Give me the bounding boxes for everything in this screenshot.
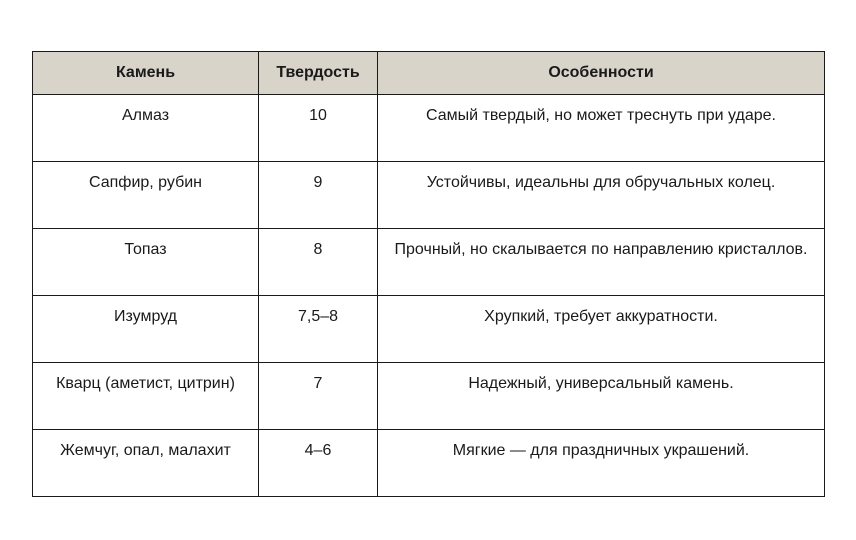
cell-hardness: 7,5–8 [259,296,378,363]
cell-hardness: 8 [259,229,378,296]
cell-features: Устойчивы, идеальны для обручальных колец. [378,162,825,229]
gemstone-hardness-table-container [32,51,824,497]
cell-stone: Алмаз [33,95,259,162]
cell-stone: Сапфир, рубин [33,162,259,229]
cell-features: Самый твердый, но может треснуть при ударе. [378,95,825,162]
table-row [33,430,825,497]
cell-hardness: 10 [259,95,378,162]
table-header-row [33,52,825,95]
cell-stone: Изумруд [33,296,259,363]
cell-features: Хрупкий, требует аккуратности. [378,296,825,363]
cell-hardness: 7 [259,363,378,430]
header-features: Особенности [378,52,825,95]
header-stone: Камень [33,52,259,95]
table-row [33,162,825,229]
table-row [33,363,825,430]
header-hardness: Твердость [259,52,378,95]
cell-stone: Жемчуг, опал, малахит [33,430,259,497]
cell-features: Надежный, универсальный камень. [378,363,825,430]
gemstone-hardness-table [32,51,825,497]
table-row [33,296,825,363]
cell-stone: Кварц (аметист, цитрин) [33,363,259,430]
table-row [33,95,825,162]
cell-features: Мягкие — для праздничных украшений. [378,430,825,497]
cell-features: Прочный, но скалывается по направлению кристаллов. [378,229,825,296]
cell-stone: Топаз [33,229,259,296]
cell-hardness: 9 [259,162,378,229]
cell-hardness: 4–6 [259,430,378,497]
table-row [33,229,825,296]
